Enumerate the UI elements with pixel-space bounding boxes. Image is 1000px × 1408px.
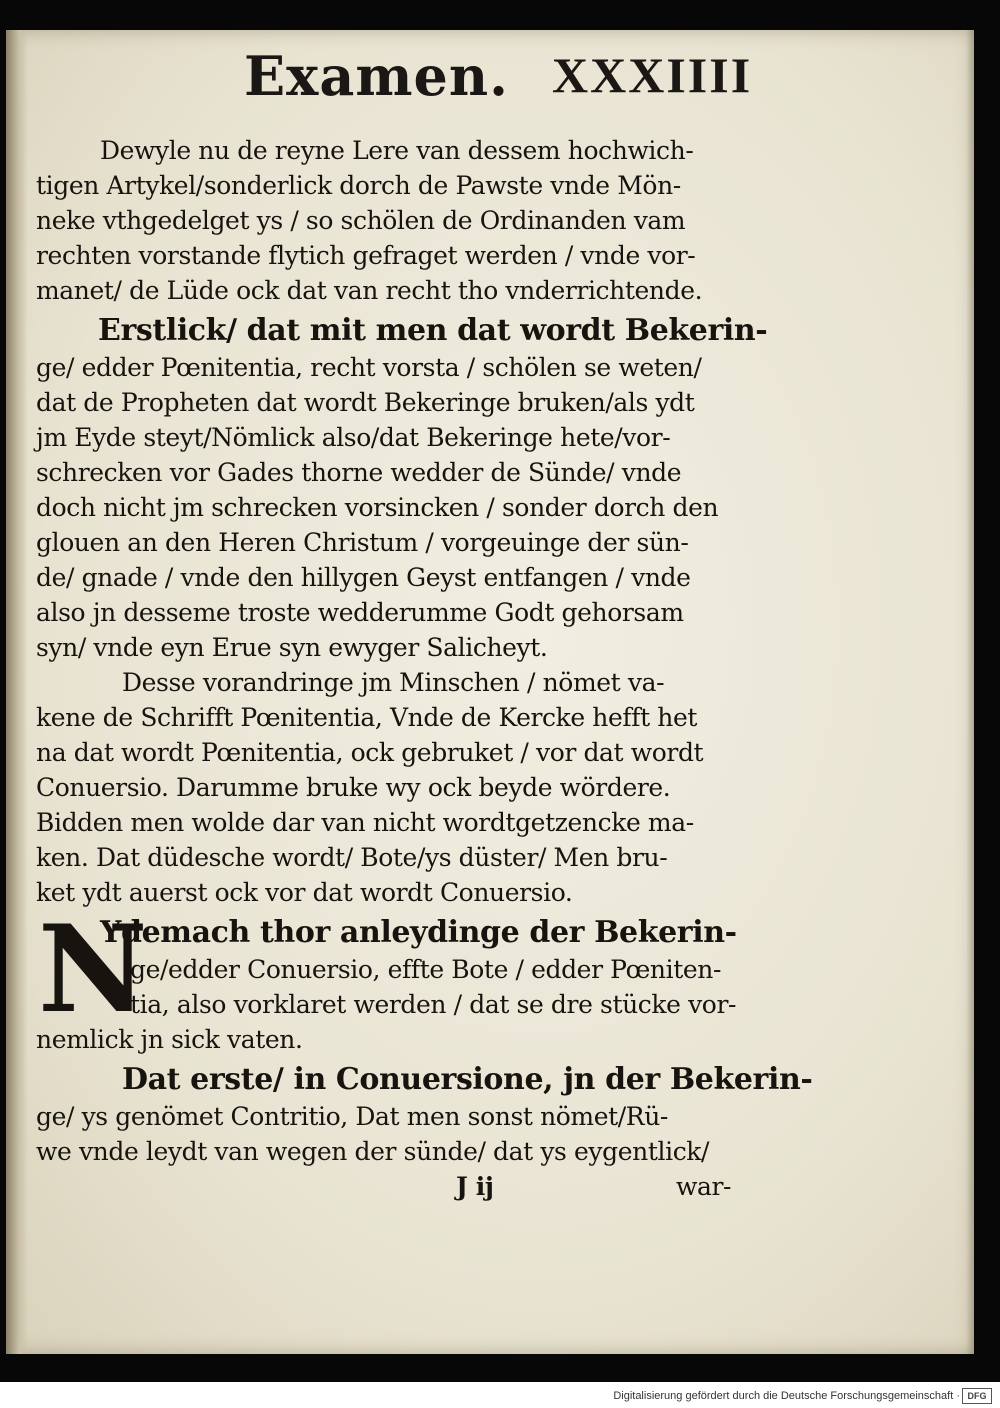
text-line: Desse vorandringe jm Minschen / nömet va- [122, 668, 665, 697]
text-line: ge/ ys genömet Contritio, Dat men sonst nömet/Rü- [36, 1102, 668, 1131]
text-line: rechten vorstande flytich gefraget werden / vnde vor- [36, 241, 696, 270]
text-line: kene de Schrifft Pœnitentia, Vnde de Kercke hefft het [36, 703, 698, 732]
page-text [36, 133, 813, 1204]
decorated-initial: N [38, 899, 148, 1040]
section-heading-line: Erstlick/ dat mit men dat wordt Bekerin- [98, 313, 768, 348]
folio-number: XXXIIII [552, 47, 753, 103]
page-edge-shadow [966, 30, 974, 1354]
text-line: de/ gnade / vnde den hillygen Geyst entfangen / vnde [36, 563, 691, 592]
text-line: Conuersio. Darumme bruke wy ock beyde wördere. [36, 773, 671, 802]
text-line: Dewyle nu de reyne Lere van dessem hochwich- [100, 136, 694, 165]
funding-credit: Digitalisierung gefördert durch die Deutsche Forschungsgemeinschaft · [613, 1390, 960, 1402]
text-line: also jn desseme troste wedderumme Godt gehorsam [36, 598, 684, 627]
dfg-logo: DFG [962, 1388, 992, 1404]
text-line: nemlick jn sick vaten. [36, 1025, 303, 1054]
catchword: war- [676, 1172, 732, 1201]
text-line: schrecken vor Gades thorne wedder de Sünde/ vnde [36, 458, 682, 487]
initial-paragraph [36, 899, 776, 1057]
text-line: jm Eyde steyt/Nömlick also/dat Bekeringe hete/vor- [36, 423, 671, 452]
text-line: ge/edder Conuersio, effte Bote / edder Pœniten- [130, 955, 721, 984]
text-line: neke vthgedelget ys / so schölen de Ordinanden vam [36, 206, 686, 235]
text-line: Ydemach thor anleydinge der Bekerin- [100, 915, 737, 950]
text-line: ge/ edder Pœnitentia, recht vorsta / schölen se weten/ [36, 353, 702, 382]
page-spine-shadow [6, 30, 28, 1354]
text-line: na dat wordt Pœnitentia, ock gebruket / vor dat wordt [36, 738, 704, 767]
text-line: ket ydt auerst ock vor dat wordt Conuersio. [36, 878, 573, 907]
text-line: we vnde leydt van wegen der sünde/ dat ys eygentlick/ [36, 1137, 710, 1166]
text-line: doch nicht jm schrecken vorsincken / sonder dorch den [36, 493, 719, 522]
text-line: tia, also vorklaret werden / dat se dre stücke vor- [130, 990, 737, 1019]
text-line: ken. Dat düdesche wordt/ Bote/ys düster/ Men bru- [36, 843, 668, 872]
signature-line [36, 1169, 776, 1204]
text-line: glouen an den Heren Christum / vorgeuinge der sün- [36, 528, 689, 557]
text-line: Bidden men wolde dar van nicht wordtgetzencke ma- [36, 808, 694, 837]
text-line: syn/ vnde eyn Erue syn ewyger Salicheyt. [36, 633, 548, 662]
section-heading-line: Dat erste/ in Conuersione, jn der Bekerin- [122, 1062, 813, 1097]
text-line: dat de Propheten dat wordt Bekeringe bruken/als ydt [36, 388, 695, 417]
signature-mark: J ij [456, 1172, 494, 1201]
running-title: Examen. [244, 44, 509, 108]
page-header [230, 44, 753, 134]
text-line: tigen Artykel/sonderlick dorch de Pawste vnde Mön- [36, 171, 681, 200]
text-line: manet/ de Lüde ock dat van recht tho vnderrichtende. [36, 276, 703, 305]
